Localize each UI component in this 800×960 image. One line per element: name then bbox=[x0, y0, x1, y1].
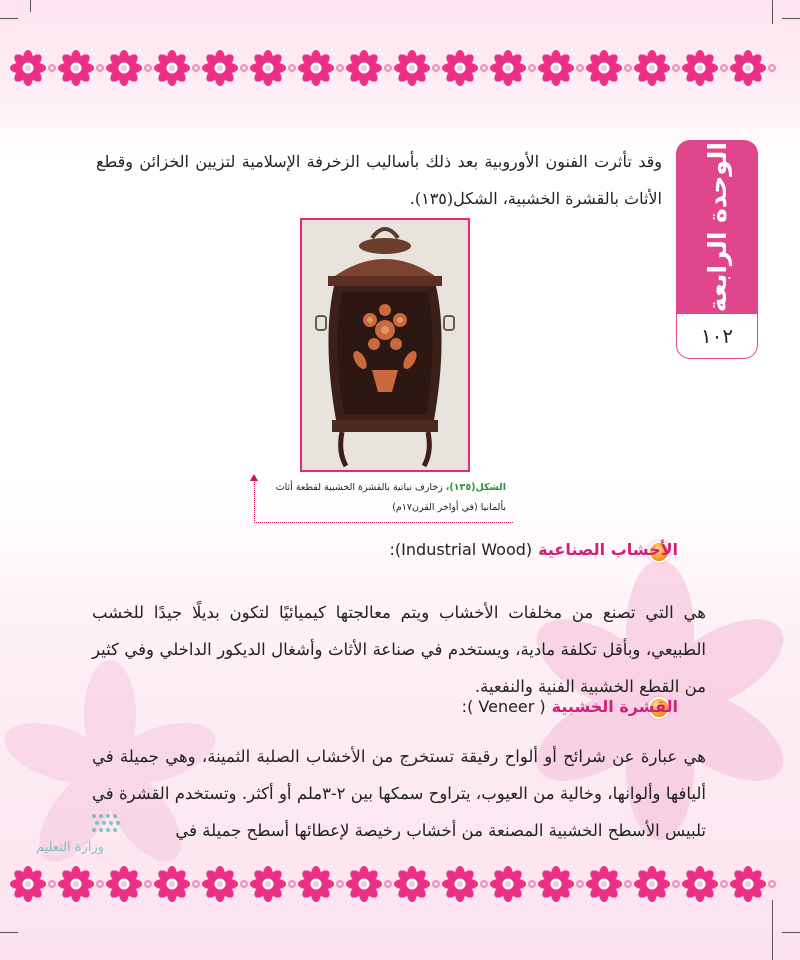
crop-mark bbox=[30, 0, 31, 12]
industrial-wood-paragraph: هي التي تصنع من مخلفات الأخشاب ويتم معالجتها كيميائيًا لتكون بديلًا جيدًا للخشب الطبيعي، وبأقل تكلفة مادية، ويستخدم في صناعة الأثاث وأشغال الديكور الداخلي وفي كثير من القطع الخشبية الفنية والنفعية. bbox=[92, 603, 706, 696]
heading-title: القشرة الخشبية bbox=[551, 697, 678, 716]
page-number: ١٠٢ bbox=[676, 314, 758, 359]
ministry-logo-watermark bbox=[30, 812, 140, 872]
ministry-logo-dots-icon bbox=[90, 812, 130, 838]
heading-title-en: ( Veneer ): bbox=[461, 697, 546, 716]
intro-paragraph: وقد تأثرت الفنون الأوروبية بعد ذلك بأساليب الزخرفة الإسلامية لتزيين الخزائن وقطع الأثاث بالقشرة الخشبية، الشكل(١٣٥). bbox=[96, 152, 662, 208]
caption-arrow-icon bbox=[250, 474, 258, 481]
cabinet-photo bbox=[300, 218, 470, 472]
crop-mark bbox=[782, 932, 800, 933]
crop-mark bbox=[0, 18, 18, 19]
unit-title: الوحدة الرابعة bbox=[702, 141, 732, 313]
section-heading-veneer bbox=[462, 697, 678, 716]
crop-mark bbox=[772, 900, 773, 960]
top-flower-border bbox=[10, 48, 790, 88]
figure-caption bbox=[266, 478, 506, 518]
figure-caption-text: زخارف نباتية بالقشرة الخشبية لقطعة أثاث بألمانيا (في أواخر القرن١٧م) bbox=[275, 482, 506, 513]
figure-label: الشكل(١٣٥)، bbox=[445, 482, 506, 493]
crop-mark bbox=[0, 932, 18, 933]
veneer-paragraph: هي عبارة عن شرائح أو ألواح رقيقة تستخرج من الأخشاب الصلبة الثمينة، وهي جميلة في أليافها وألوانها، وخالية من العيوب، يتراوح سمكها بين ٢-٣ملم أو أكثر. وتستخدم القشرة في تلبيس الأسطح الخشبية المصنعة من أخشاب رخيصة لإعطائها أسطح جميلة في bbox=[92, 747, 706, 840]
heading-title: الأخشاب الصناعية bbox=[538, 540, 678, 559]
crop-mark bbox=[782, 18, 800, 19]
section-heading-industrial-wood bbox=[390, 540, 678, 559]
ministry-name: وزارة التعليم bbox=[36, 840, 105, 855]
unit-tab bbox=[676, 140, 758, 314]
cabinet-illustration bbox=[302, 220, 468, 470]
crop-mark bbox=[772, 0, 773, 24]
heading-title-en: (Industrial Wood): bbox=[389, 540, 533, 559]
